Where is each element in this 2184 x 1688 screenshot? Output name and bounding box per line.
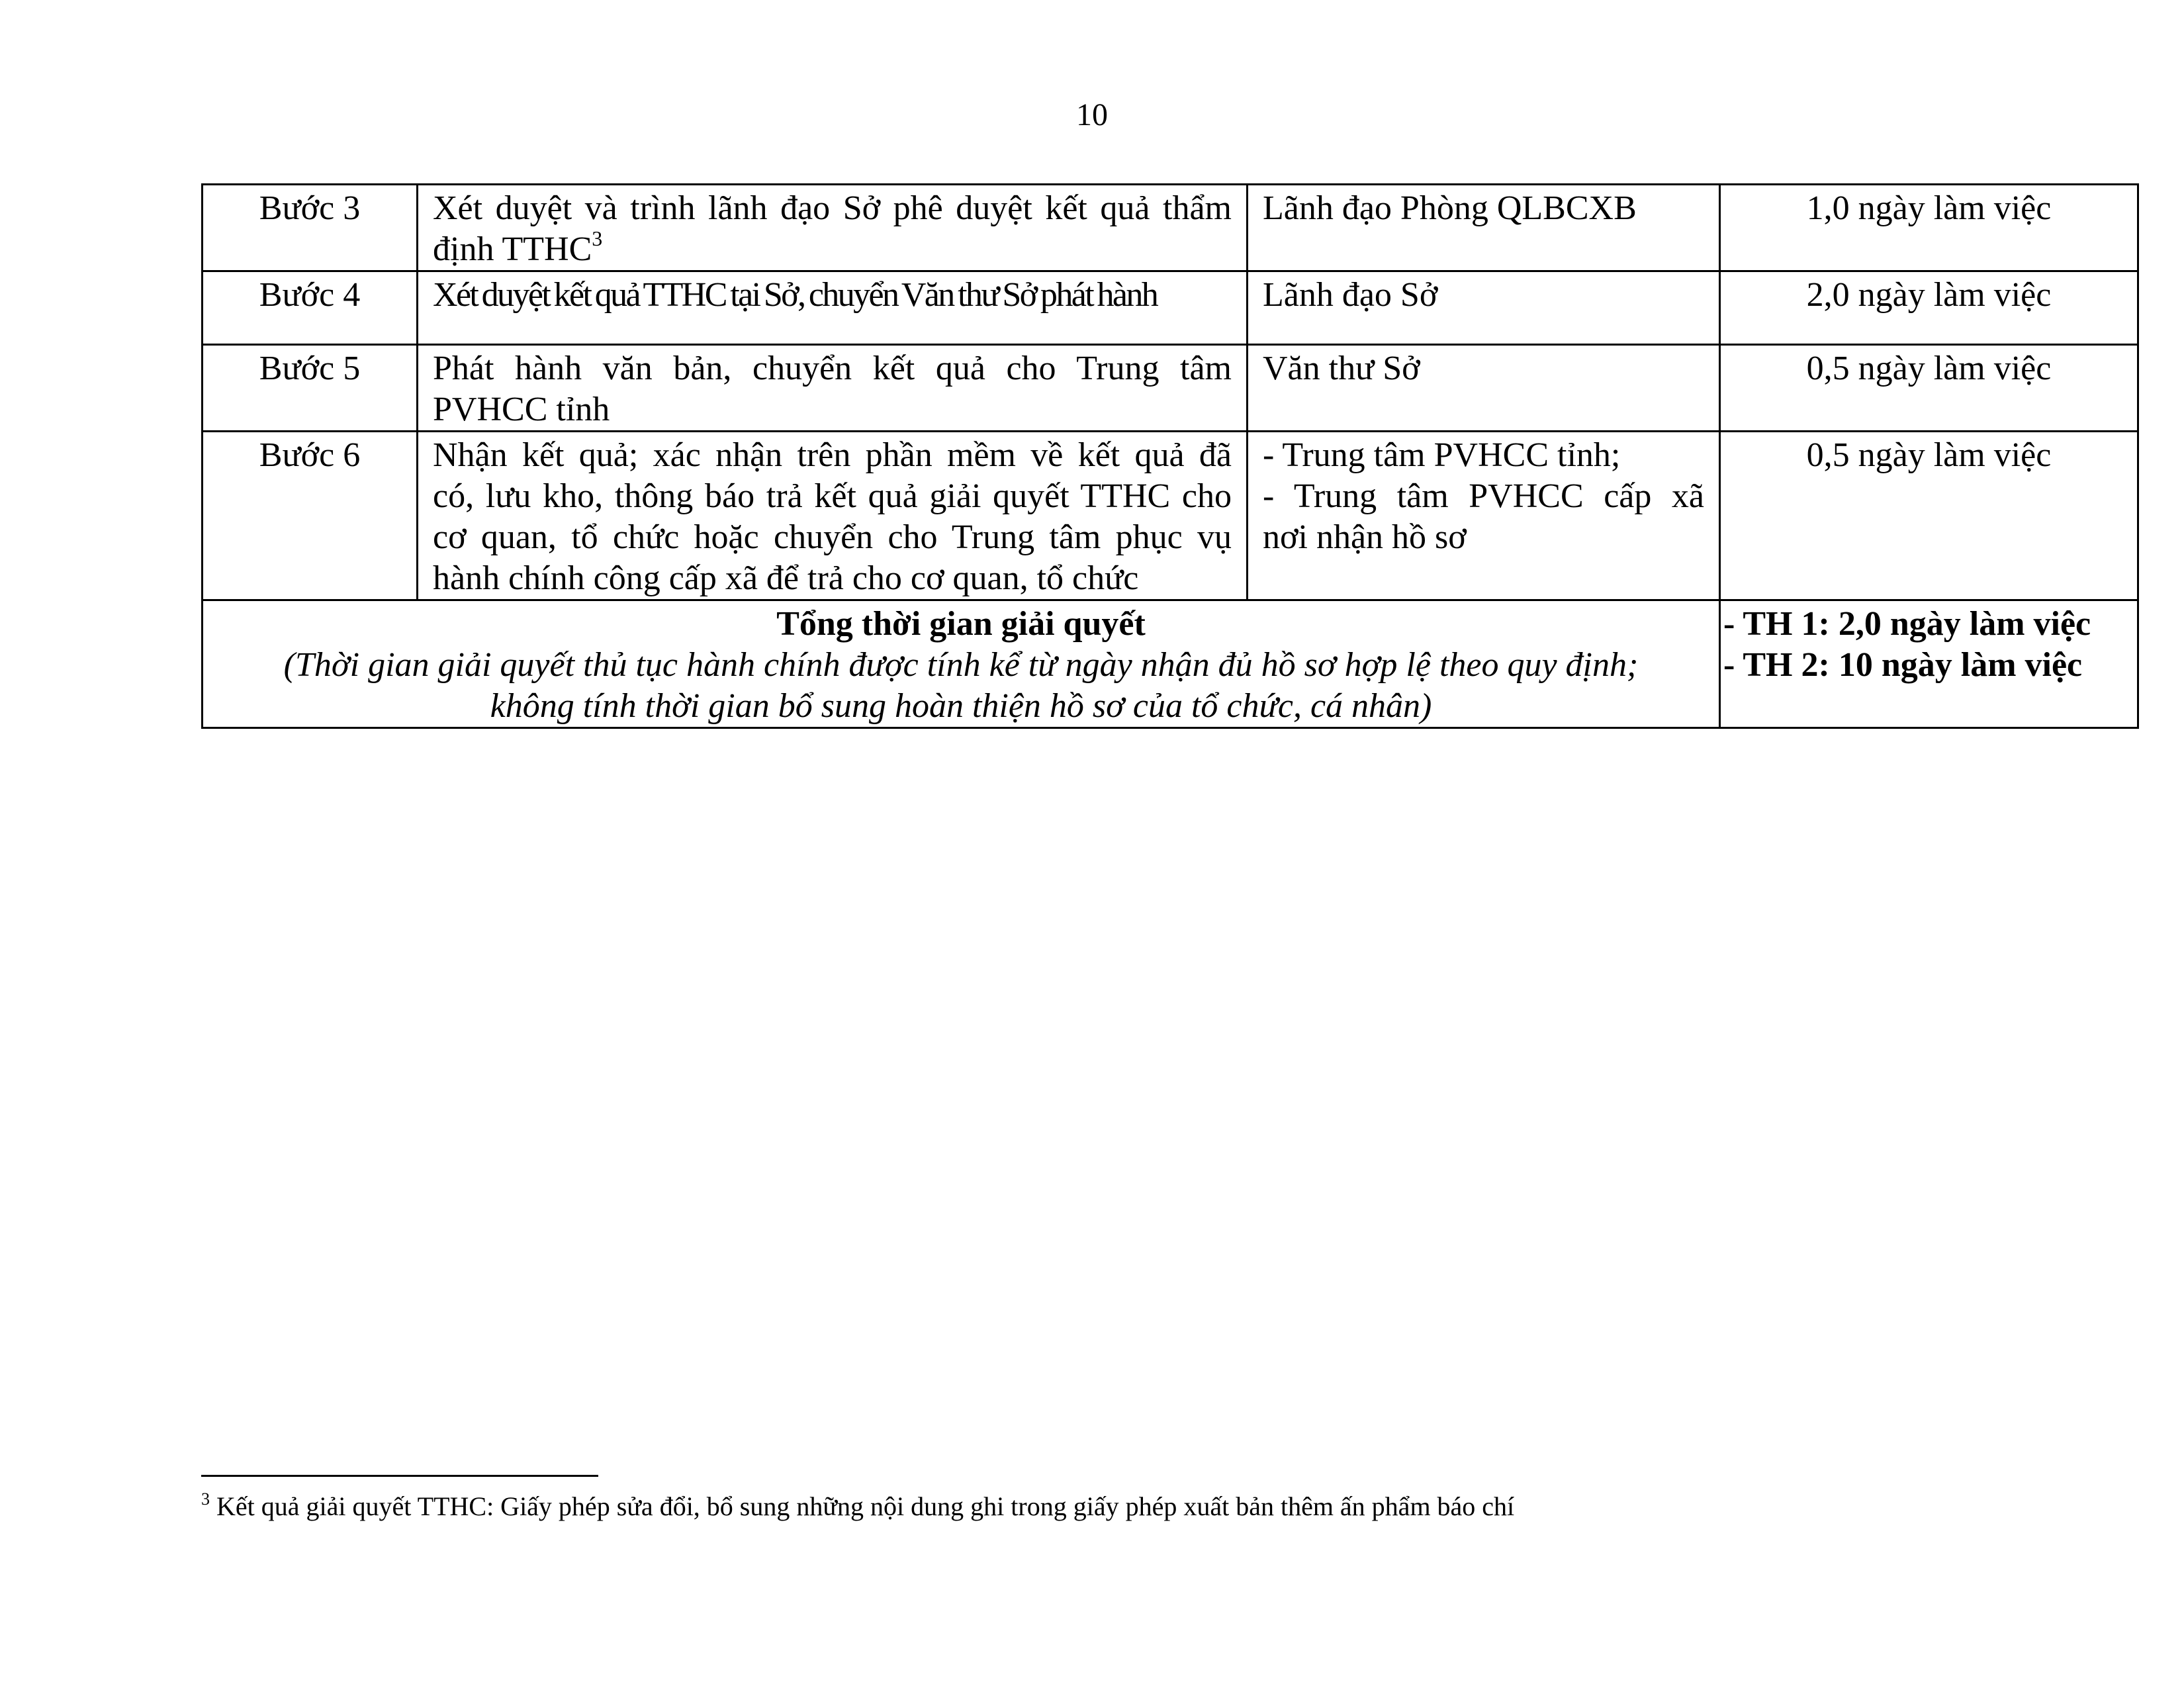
step-description-line: hành chính công cấp xã để trả cho cơ quan, tổ chức bbox=[433, 559, 1139, 597]
responsible-line: Lãnh đạo Sở bbox=[1263, 276, 1438, 314]
page-number: 10 bbox=[1076, 97, 1108, 132]
step-description-line: Nhận kết quả; xác nhận trên phần mềm về kết quả đã bbox=[433, 436, 1232, 474]
step-description-line: Phát hành văn bản, chuyển kết quả cho Trung tâm bbox=[433, 350, 1232, 387]
total-duration bbox=[1720, 600, 2138, 728]
procedure-steps-table bbox=[201, 183, 2139, 729]
step-description bbox=[418, 432, 1248, 600]
step-description-line: cơ quan, tổ chức hoặc chuyển cho Trung tâm phục vụ bbox=[433, 518, 1232, 556]
step-description bbox=[418, 271, 1248, 345]
step-description-line: Xét duyệt kết quả TTHC tại Sở, chuyển Văn thư Sở phát hành bbox=[433, 276, 1158, 314]
step-label: Bước 3 bbox=[203, 185, 418, 271]
step-label: Bước 4 bbox=[203, 271, 418, 345]
table-row-step-5 bbox=[203, 345, 2138, 432]
footnote bbox=[201, 1491, 1514, 1523]
step-duration: 0,5 ngày làm việc bbox=[1720, 432, 2138, 600]
step-responsible bbox=[1248, 185, 1720, 271]
responsible-line: - Trung tâm PVHCC tỉnh; bbox=[1263, 436, 1621, 474]
step-description-line: định TTHC$^3$ bbox=[433, 226, 603, 268]
step-label: Bước 6 bbox=[203, 432, 418, 600]
step-description-line: có, lưu kho, thông báo trả kết quả giải quyết TTHC cho bbox=[433, 477, 1232, 515]
responsible-line: Lãnh đạo Phòng QLBCXB bbox=[1263, 189, 1637, 227]
table-row-total bbox=[203, 600, 2138, 728]
responsible-line: Văn thư Sở bbox=[1263, 350, 1420, 387]
total-description bbox=[203, 600, 1720, 728]
step-description bbox=[418, 345, 1248, 432]
step-description bbox=[418, 185, 1248, 271]
footnote-text: Kết quả giải quyết TTHC: Giấy phép sửa đổi, bổ sung những nội dung ghi trong giấy phép xuất bản thêm ấn phẩm báo chí bbox=[216, 1491, 1515, 1521]
total-note: (Thời gian giải quyết thủ tục hành chính được tính kể từ ngày nhận đủ hồ sơ hợp lệ theo quy định; bbox=[283, 646, 1639, 684]
step-responsible bbox=[1248, 432, 1720, 600]
step-label: Bước 5 bbox=[203, 345, 418, 432]
total-title: Tổng thời gian giải quyết bbox=[776, 605, 1146, 643]
step-duration: 2,0 ngày làm việc bbox=[1720, 271, 2138, 345]
table-row-step-4 bbox=[203, 271, 2138, 345]
step-duration: 1,0 ngày làm việc bbox=[1720, 185, 2138, 271]
responsible-line: nơi nhận hồ sơ bbox=[1263, 518, 1467, 556]
step-description-line: Xét duyệt và trình lãnh đạo Sở phê duyệt kết quả thẩm bbox=[433, 189, 1232, 227]
step-responsible bbox=[1248, 345, 1720, 432]
step-duration: 0,5 ngày làm việc bbox=[1720, 345, 2138, 432]
footnote-reference: 3 bbox=[592, 226, 603, 250]
footnote-separator bbox=[201, 1475, 598, 1477]
table-row-step-6 bbox=[203, 432, 2138, 600]
total-case-1: - TH 1: 2,0 ngày làm việc bbox=[1723, 605, 2091, 643]
step-description-line: PVHCC tỉnh bbox=[433, 391, 610, 428]
total-note: không tính thời gian bổ sung hoàn thiện hồ sơ của tổ chức, cá nhân) bbox=[490, 687, 1432, 725]
responsible-line: - Trung tâm PVHCC cấp xã bbox=[1263, 477, 1704, 515]
step-responsible bbox=[1248, 271, 1720, 345]
footnote-marker: 3 bbox=[201, 1489, 210, 1509]
total-case-2: - TH 2: 10 ngày làm việc bbox=[1723, 646, 2083, 684]
table-row-step-3 bbox=[203, 185, 2138, 271]
